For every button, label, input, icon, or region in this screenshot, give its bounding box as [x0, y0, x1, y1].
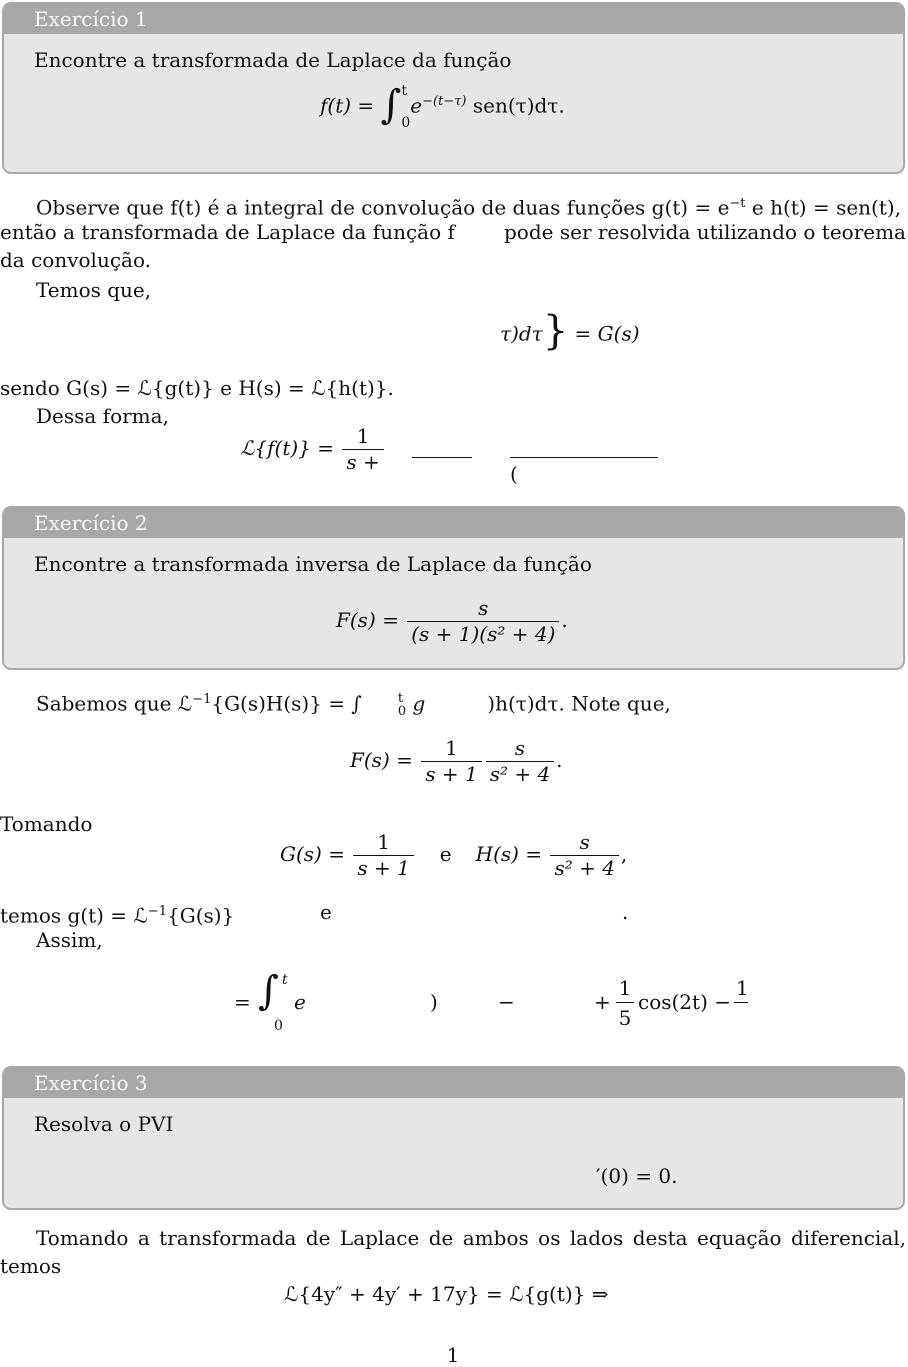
text2-line1-d: )h(τ)dτ. Note que,: [487, 691, 671, 716]
text3-line2: temos: [0, 1254, 62, 1278]
text1-line5: sendo G(s) = ℒ{g(t)} e H(s) = ℒ{h(t)}.: [0, 376, 394, 400]
text2-frac1-den: s + 1: [421, 761, 481, 787]
eq2-rule-b: [510, 457, 658, 458]
text1-equation2: [240, 424, 386, 475]
eq3-frac-bar: [616, 1002, 634, 1003]
g-lhs: G(s) =: [280, 842, 352, 866]
eq3-frac-den: 5: [618, 1006, 632, 1030]
text2-line1-exp: −1: [192, 692, 212, 707]
text2-tomando: Tomando: [0, 812, 93, 836]
exercise-1-box: [2, 2, 905, 174]
eq3-e: e: [294, 990, 306, 1014]
h-den: s² + 4: [550, 855, 618, 881]
eq2-fraction: [342, 424, 383, 475]
eq3-cos: cos(2t) −: [638, 990, 731, 1014]
text3-equation: ℒ{4y″ + 4y′ + 17y} = ℒ{g(t)} ⇒: [284, 1282, 609, 1306]
text2-line1-c: g: [406, 691, 426, 716]
partial-eq-right: = G(s): [568, 321, 640, 346]
partial-eq-left: τ)dτ: [500, 321, 543, 346]
text1-line3: da convolução.: [0, 248, 151, 272]
text2-temos: [0, 898, 906, 930]
eq3-paren: ): [430, 990, 438, 1014]
eq3-frac2-bar: [734, 1002, 748, 1003]
text2-frac2: [486, 736, 554, 787]
h-lhs: H(s) =: [475, 842, 549, 866]
text1-line1-exp: −t: [729, 196, 746, 211]
exercise-3-prompt: Resolva o PVI: [34, 1112, 174, 1136]
integrand-rest: sen(τ)dτ.: [466, 93, 565, 118]
page-number: 1: [446, 1343, 460, 1367]
text2-frac1-num: 1: [445, 736, 458, 760]
eq1-lhs: f(t) =: [320, 93, 381, 118]
int-lower: 0: [401, 115, 411, 131]
text2-line1-b: {G(s)H(s)} = ∫: [211, 691, 362, 716]
exercise-3-partial: ′(0) = 0.: [596, 1164, 678, 1188]
eq2-rule-a: [412, 457, 472, 458]
exercise-1-title: Exercício 1: [4, 4, 903, 34]
temos-dot: .: [622, 900, 629, 924]
temos-e: e: [320, 900, 332, 924]
text1-line2-b: pode ser resolvida utilizando o teorema: [504, 220, 906, 244]
ex2-num: s: [478, 596, 489, 620]
ex2-lhs: F(s) =: [336, 608, 406, 632]
text1-line6: Dessa forma,: [36, 404, 169, 428]
eq2-paren: (: [510, 462, 518, 486]
text2-assim: Assim,: [36, 928, 103, 952]
text1-line2: [0, 218, 906, 246]
text1-line1: [0, 190, 906, 222]
text2-eq-end: .: [556, 748, 563, 772]
integral-sign: ∫: [380, 82, 402, 128]
exercise-1-equation: [320, 84, 565, 130]
text1-line4: Temos que,: [36, 278, 152, 302]
h-frac: [550, 830, 618, 881]
text2-eq-lhs: F(s) =: [350, 748, 420, 772]
eq3-frac2-num: 1: [736, 976, 749, 1000]
exercise-3-title: Exercício 3: [4, 1068, 903, 1098]
temos-b: {G(s)}: [167, 903, 235, 928]
temos-a: temos g(t) = ℒ: [0, 903, 148, 928]
exercise-2-box: [2, 506, 905, 670]
eq2-num: 1: [356, 424, 370, 448]
text2-frac2-den: s² + 4: [486, 761, 554, 787]
g-frac: [353, 830, 413, 881]
eq3-int-up: t: [282, 972, 288, 988]
eq2-lhs: ℒ{f(t)} =: [240, 436, 341, 460]
right-brace: }: [542, 308, 569, 354]
text2-frac1: [421, 736, 481, 787]
text2-line1-a: Sabemos que ℒ: [36, 691, 193, 716]
exercise-1-prompt: Encontre a transformada de Laplace da função: [34, 48, 512, 72]
exercise-3-box: [2, 1066, 905, 1210]
integrand-base: e: [410, 93, 423, 118]
ex2-fraction: [407, 596, 559, 647]
h-num: s: [579, 830, 590, 854]
eq3-minus: −: [498, 990, 515, 1014]
integrand-exp: −(t−τ): [422, 93, 467, 109]
eq3-integral-sign: ∫: [258, 968, 279, 1014]
eq3-plus: +: [594, 990, 611, 1014]
int-upper: t: [401, 83, 408, 99]
exercise-2-prompt: Encontre a transformada inversa de Laplace da função: [34, 552, 592, 576]
eq2-den: [342, 449, 383, 475]
g-num: 1: [377, 830, 390, 854]
ex2-den: (s + 1)(s² + 4): [407, 621, 559, 647]
text3-line1: Tomando a transformada de Laplace de ambos os lados desta equação diferencial,: [36, 1226, 906, 1250]
text2-gh-equation: [280, 830, 627, 881]
integral-limits: [401, 84, 410, 130]
eq3-int-low: 0: [274, 1018, 283, 1034]
h-end: ,: [620, 842, 628, 866]
text2-frac2-num: s: [514, 736, 526, 760]
text1-line1-a: Observe que f(t) é a integral de convolução de duas funções g(t) = e: [36, 195, 730, 220]
text1-line1-end: e h(t) = sen(t),: [745, 195, 902, 220]
text2-lim-up: t: [397, 691, 404, 707]
text2-lim-low: 0: [397, 704, 407, 720]
text2-equation3: [234, 968, 774, 1036]
eq3-equals: =: [234, 990, 251, 1014]
temos-exp: −1: [147, 904, 167, 919]
exercise-2-equation: [336, 596, 568, 647]
text1-partial-equation: [500, 308, 640, 358]
exercise-2-title: Exercício 2: [4, 508, 903, 538]
text2-line1: [0, 686, 906, 718]
eq3-frac-num: 1: [618, 976, 632, 1000]
text2-equation: [350, 736, 563, 787]
text1-line2-a: então a transformada de Laplace da função f: [0, 220, 455, 244]
eq2-den-text: s +: [346, 450, 380, 474]
ex2-end: .: [561, 608, 568, 632]
and-text: e: [439, 842, 452, 866]
g-den: s + 1: [353, 855, 413, 881]
